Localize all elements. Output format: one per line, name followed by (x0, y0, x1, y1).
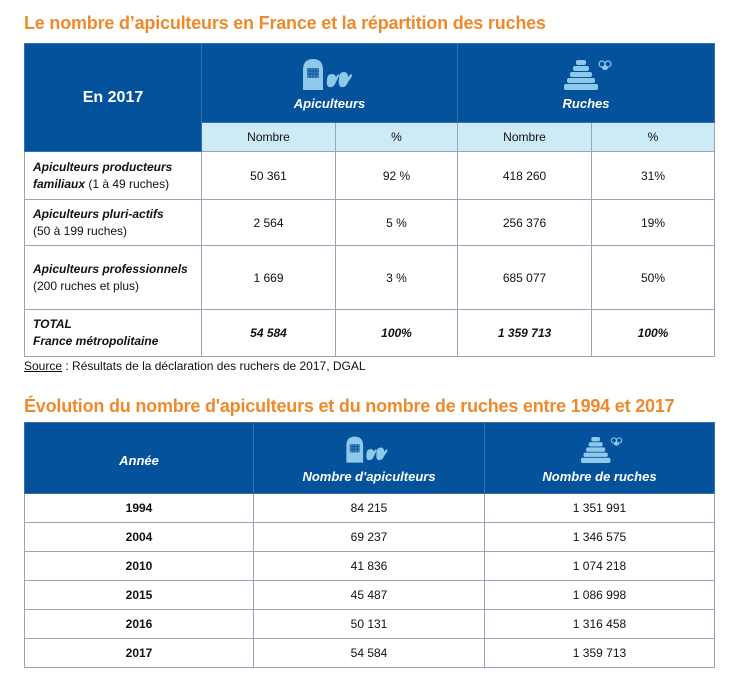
cell-ruches-pct: 19% (592, 200, 715, 246)
cell-apiculteurs: 54 584 (254, 639, 485, 668)
col-pct-api: % (336, 123, 458, 152)
table-row (25, 494, 715, 523)
apiculteurs-label: Apiculteurs (293, 95, 366, 111)
cell-ruches: 1 351 991 (485, 494, 715, 523)
cell-year: 1994 (25, 494, 254, 523)
beehive-icon (485, 433, 714, 467)
cell-apiculteurs: 41 836 (254, 552, 485, 581)
cell-api-pct: 5 % (336, 200, 458, 246)
col-nombre-api: Nombre (202, 123, 336, 152)
table-row (25, 246, 715, 310)
cell-ruches-pct: 50% (592, 246, 715, 310)
cell-api-nombre: 50 361 (202, 152, 336, 200)
beekeeper-icon (254, 433, 484, 467)
cell-ruches-nombre: 256 376 (458, 200, 592, 246)
cell-apiculteurs: 45 487 (254, 581, 485, 610)
cell-api-pct: 3 % (336, 246, 458, 310)
cell-ruches: 1 346 575 (485, 523, 715, 552)
cell-api-pct: 92 % (336, 152, 458, 200)
total-row (25, 310, 715, 357)
cell-ruches: 1 316 458 (485, 610, 715, 639)
cell-ruches: 1 086 998 (485, 581, 715, 610)
cell-ruches-nombre: 418 260 (458, 152, 592, 200)
cell-year: 2010 (25, 552, 254, 581)
table-row (25, 152, 715, 200)
row-label: Apiculteurs professionnels (200 ruches et plus) (25, 246, 202, 310)
total-api-pct: 100% (336, 310, 458, 357)
cell-api-nombre: 2 564 (202, 200, 336, 246)
row-label: Apiculteurs producteurs familiaux (1 à 49 ruches) (25, 152, 202, 200)
cell-apiculteurs: 50 131 (254, 610, 485, 639)
ruches-group-header (458, 44, 715, 123)
table-row (25, 610, 715, 639)
col-nombre-apiculteurs (254, 423, 485, 494)
col-annee: Année (25, 423, 254, 494)
cell-ruches: 1 359 713 (485, 639, 715, 668)
total-label: TOTAL France métropolitaine (25, 310, 202, 357)
cell-api-nombre: 1 669 (202, 246, 336, 310)
col-pct-ruches: % (592, 123, 715, 152)
col-nombre-ruches: Nombre (458, 123, 592, 152)
table2-title: Évolution du nombre d'apiculteurs et du nombre de ruches entre 1994 et 2017 (24, 396, 675, 416)
nombre-ruches-label: Nombre de ruches (542, 468, 657, 484)
table-row (25, 523, 715, 552)
col-nombre-ruches (485, 423, 715, 494)
cell-ruches-nombre: 685 077 (458, 246, 592, 310)
cell-year: 2016 (25, 610, 254, 639)
source-note (24, 359, 366, 373)
table1-title: Le nombre d’apiculteurs en France et la répartition des ruches (24, 13, 546, 33)
cell-apiculteurs: 84 215 (254, 494, 485, 523)
source-text: : Résultats de la déclaration des ruchers de 2017, DGAL (62, 359, 366, 373)
table-row (25, 581, 715, 610)
cell-apiculteurs: 69 237 (254, 523, 485, 552)
cell-ruches-pct: 31% (592, 152, 715, 200)
source-label: Source (24, 359, 63, 373)
year-header: En 2017 (25, 44, 202, 152)
evolution-table (24, 422, 715, 668)
cell-year: 2015 (25, 581, 254, 610)
table-row (25, 200, 715, 246)
table-row (25, 552, 715, 581)
cell-ruches: 1 074 218 (485, 552, 715, 581)
table-row (25, 639, 715, 668)
beehive-icon (458, 56, 714, 94)
ruches-label: Ruches (562, 95, 610, 111)
total-ruches-pct: 100% (592, 310, 715, 357)
cell-year: 2017 (25, 639, 254, 668)
cell-year: 2004 (25, 523, 254, 552)
apiculteurs-group-header (202, 44, 458, 123)
beekeeper-icon (202, 56, 457, 94)
total-ruches-nombre: 1 359 713 (458, 310, 592, 357)
beekeepers-distribution-table (24, 43, 715, 357)
nombre-apiculteurs-label: Nombre d'apiculteurs (302, 468, 436, 484)
row-label: Apiculteurs pluri-actifs (50 à 199 ruches) (25, 200, 202, 246)
total-api-nombre: 54 584 (202, 310, 336, 357)
